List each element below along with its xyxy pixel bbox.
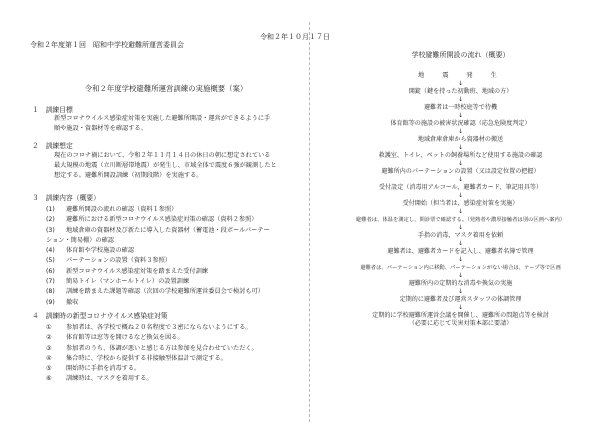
down-arrow-icon: ↓ [457,144,464,151]
flow-step: 定期的に学校避難所運営会議を開催し、避難所の問題点等を検討 [372,312,549,319]
down-arrow-icon: ↓ [457,96,464,103]
list-item: (6) 新型コロナウイルス感染症対策を踏まえた受付訓練 [46,267,208,275]
section-1-line: 新型コロナウイルス感染症対策を実施した避難所開設・運営ができるように手 [54,115,271,122]
document-date: 令和２年１０月１７日 [260,33,330,41]
flow-step: 避難者は、避難者カードを記入し、避難者名簿で管理 [387,248,534,255]
section-4-heading: ４ 訓練時の新型コロナウイルス感染症対策 [32,312,168,320]
down-arrow-icon: ↓ [457,240,464,247]
flow-title: 学校避難所開設の流れ（概要） [411,51,510,59]
measures-list [46,323,306,385]
list-item: (4) 体育館や学校施設の確認 [46,247,135,255]
section-2-body [54,151,306,181]
down-arrow-icon: ↓ [457,80,464,87]
down-arrow-icon: ↓ [457,272,464,279]
flow-step-note: （必要に応じて災害対策本部に要請） [408,320,513,327]
flow-step: 地 震 発 生 [418,72,503,79]
meeting-name: 令和２年度第１回 昭和中学校避難所運営委員会 [30,41,184,49]
list-item: ③ 参加者のうち、体調が悪いと感じる方は参加を見合わせていただく。 [46,344,258,352]
section-1-body [54,114,304,134]
down-arrow-icon: ↓ [457,224,464,231]
flow-step: 受付開始（担当者は、感染症対策を実施） [402,200,519,207]
contents-list [46,205,306,308]
list-item: (1) 避難所開設の流れの確認（資料１参照） [46,206,178,213]
flow-step: 避難者は、パーテーション内に移動、パーテーションがない場合は、テープ等で区画 [360,265,561,271]
flow-step: 避難所内のパーテーションの設置（又は設定位置の把握） [381,168,540,175]
section-2-line: 最大規模の地震（立川断層帯地震）が発生し、市域全体で震度６強が観測したと [54,162,277,169]
flow-step: 受付設定（消毒用アルコール、避難者カード、筆記用具等） [378,184,543,191]
down-arrow-icon: ↓ [457,208,464,215]
list-item: ⑥ 訓練時は、マスクを着用する。 [46,375,153,383]
down-arrow-icon: ↓ [457,256,464,263]
flow-step: 救護室、トイレ、ペットの飼養場所など使用する施設の確認 [378,152,543,159]
list-item: (2) 避難所における新型コロナウイルス感染症対策の確認（資料２参照） [46,216,258,224]
flow-step: 体育館等の施設の被害状況確認（応急危険度判定） [390,120,531,127]
section-2-line: 想定する。避難所開設訓練（初期段階）を実施する。 [54,172,203,179]
list-item: (8) 訓練を踏まえた課題等確認（次回の学校避難所運営委員会で検討も可） [46,288,264,296]
list-item: ④ 集合時に、学校から提供する非接触型体温計で測定する。 [46,354,227,362]
flow-step: 避難者は、体温を測定し、問診票で確認する。（発熱者や濃厚接触者は別の区画へ案内） [355,217,566,223]
down-arrow-icon: ↓ [457,192,464,199]
flow-step: 開錠（鍵を持った初動班、地域の方） [408,88,513,95]
down-arrow-icon: ↓ [457,176,464,183]
section-2-line: 現在のコロナ禍において、令和２年１１月１４日の休日の朝に想定されている [54,152,271,159]
center-divider [309,22,310,422]
section-3-heading: ３ 訓練内容（概要） [32,194,100,202]
list-item: ⑤ 開始時に手指を消毒する。 [46,365,141,373]
down-arrow-icon: ↓ [457,128,464,135]
section-2-heading: ２ 訓練想定 [32,142,73,150]
down-arrow-icon: ↓ [457,112,464,119]
flow-step: 避難所内の定期的な消毒や換気の実施 [408,280,513,287]
list-item: (7) 簡易トイレ（マンホールトイレ）の設置訓練 [46,278,190,286]
list-item: (9) 撤収 [46,298,79,306]
flow-step: 手指の消毒、マスク着用を依頼 [417,232,504,239]
flowchart [313,72,608,328]
list-item-continuation: ション・簡易棚）の確認 [46,236,114,244]
flow-step: 定期的に避難者及び運営スタッフの体調管理 [399,296,522,303]
down-arrow-icon: ↓ [457,288,464,295]
down-arrow-icon: ↓ [457,160,464,167]
list-item: ② 体育館等は窓等を開けるなど換気を図る。 [46,334,184,342]
document-title: 令和２年度学校避難所運営訓練の実施概要（案） [84,84,248,93]
list-item: ① 参加者は、各学校で概ね２０名程度で３密にならないようにする。 [46,324,252,331]
list-item: (5) パーテーションの設置（資料３参照） [46,257,171,265]
list-item: (3) 地域倉庫の資器材及び新たに導入した資器材（蓄電池・段ボールパーテー [46,226,270,234]
section-1-heading: １ 訓練目標 [32,106,73,114]
flow-step: 地域倉庫倉庫から資器材の搬送 [417,136,504,143]
flow-step: 避難者は一時校庭等で待機 [423,104,498,111]
down-arrow-icon: ↓ [457,304,464,311]
section-1-line: 順や施設・資器材等を確認する。 [54,125,147,132]
